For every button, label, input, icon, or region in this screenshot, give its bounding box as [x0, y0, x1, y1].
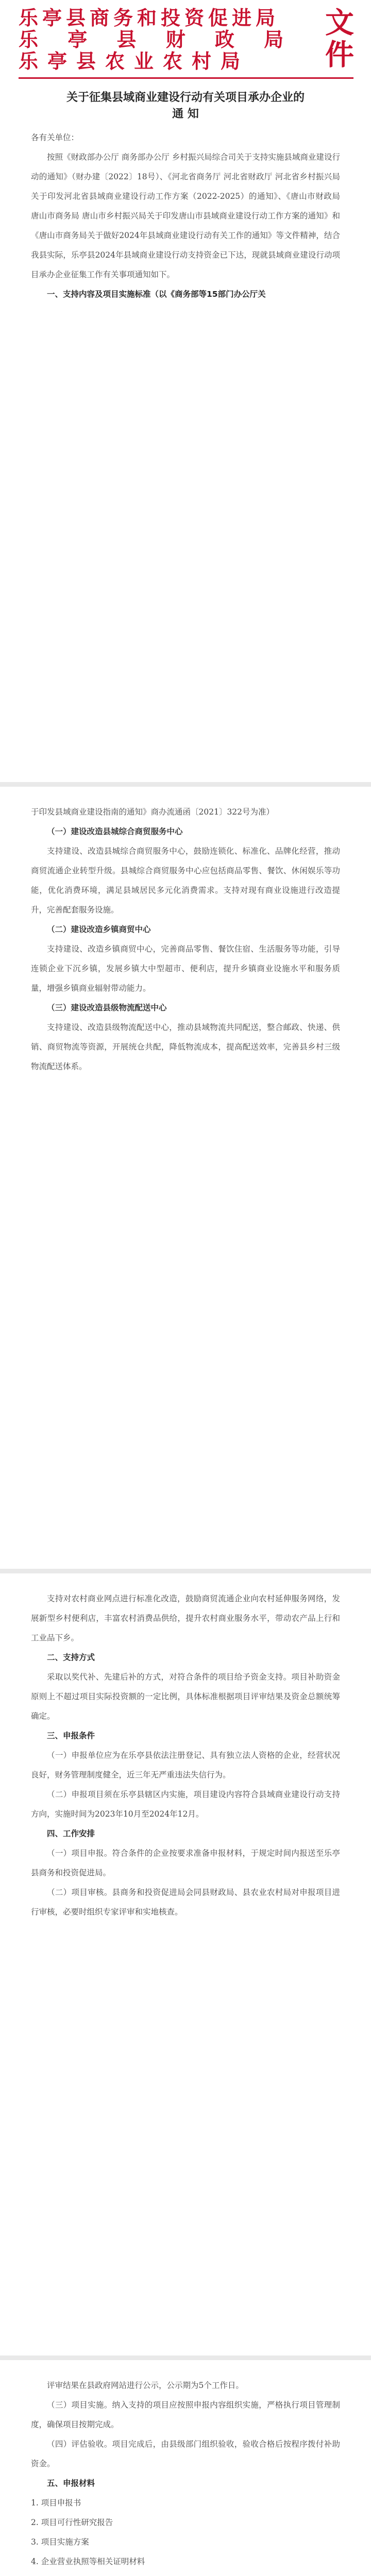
page1-paragraph: 按照《财政部办公厅 商务部办公厅 乡村振兴局综合司关于支持实施县域商业建设行动的通知》（财办建〔2022〕18号）、《河北省商务厅 河北省财政厅 河北省乡村振兴局关于印发河北省县域商业建设行动工作方案（2022-2025）的通知》、《唐山市财政局 唐山市商务局 唐山市乡村振兴局关于印发唐山市县域商业建设行动工作方案的通知》和《唐山市商务局关于做好2024年县域商业建设行动有关工作的通知》等文件精神，结合我县实际，乐亭县2024年县域商业建设行动支持资金已下达，现就县域商业建设行动项目承办企业征集工作有关事项通知如下。 [31, 152, 340, 279]
page3-paragraph: （一）项目申报。符合条件的企业按要求准备申报材料，于规定时间内报送至乐亭县商务和投资促进局。 [31, 1849, 340, 1877]
page2-paragraph: 支持建设、改造县城综合商贸服务中心，鼓励连锁化、标准化、品牌化经营，推动商贸流通企业转型升级。县城综合商贸服务中心应包括商品零售、餐饮、休闲娱乐等功能，优化消费环境，满足县域居民多元化消费需求。支持对现有商业设施进行改造提升，完善配套服务设施。 [31, 846, 340, 914]
page4-paragraph: 1. 项目申报书 [31, 2498, 81, 2507]
page2-paragraph: 于印发县域商业建设指南的通知》商办流通函〔2021〕322号为准） [31, 807, 275, 817]
page1-paragraph: 各有关单位： [31, 133, 79, 142]
page4-paragraph: 4. 企业营业执照等相关证明材料 [31, 2557, 145, 2566]
page2-paragraph: （二）建设改造乡镇商贸中心 [47, 924, 151, 934]
red-header [19, 7, 353, 71]
page4-paragraph [31, 2571, 340, 2576]
page3-paragraph: 采取以奖代补、先建后补的方式，对符合条件的项目给予资金支持。项目补助资金原则上不超过项目实际投资额的一定比例，具体标准根据项目评审结果及资金总额统筹确定。 [31, 1672, 340, 1721]
page3-paragraph: （二）申报项目须在乐亭县辖区内实施，项目建设内容符合县域商业建设行动支持方向，实施时间为2023年10月至2024年12月。 [31, 1790, 340, 1819]
page2-paragraph: 支持建设、改造乡镇商贸中心，完善商品零售、餐饮住宿、生活服务等功能，引导连锁企业下沉乡镇，发展乡镇大中型超市、便利店，提升乡镇商业设施水平和服务质量，增强乡镇商业辐射带动能力。 [31, 944, 340, 993]
page-3-body [31, 1589, 340, 1922]
page2-paragraph: （三）建设改造县级物流配送中心 [47, 1003, 167, 1012]
doc-title-line-1: 关于征集县域商业建设行动有关项目承办企业的 [66, 91, 305, 104]
page3-paragraph: 二、支持方式 [47, 1653, 95, 1662]
document-page-3 [0, 1573, 371, 2355]
document-page-2 [0, 787, 371, 1569]
page3-paragraph: 支持对农村商业网点进行标准化改造，鼓励商贸流通企业向农村延伸服务网络，发展新型乡村便利店，丰富农村消费品供给，提升农村商业服务水平，带动农产品上行和工业品下乡。 [31, 1594, 340, 1642]
page4-paragraph: 五、申报材料 [47, 2479, 95, 2488]
doc-title-line-2: 通 知 [172, 108, 199, 121]
page3-paragraph: 三、申报条件 [47, 1731, 95, 1740]
page3-paragraph: 四、工作安排 [47, 1829, 95, 1838]
header-line-3: 乐亭县农业农村局 [19, 49, 250, 73]
page2-paragraph: （一）建设改造县城综合商贸服务中心 [47, 826, 183, 836]
header-wen: 文件 [321, 7, 355, 71]
page2-paragraph: 支持建设、改造县级物流配送中心，推动县域物流共同配送，整合邮政、快递、供销、商贸物流等资源，开展统仓共配，降低物流成本，提高配送效率，完善县乡村三级物流配送体系。 [31, 1023, 340, 1071]
page-2-body [31, 802, 340, 1076]
page3-paragraph: （一）申报单位应为在乐亭县依法注册登记、具有独立法人资格的企业，经营状况良好，财务管理制度健全，近三年无严重违法失信行为。 [31, 1751, 340, 1780]
page-1-body [31, 128, 340, 304]
document-page-1 [0, 0, 371, 782]
page1-paragraph: 一、支持内容及项目实施标准（以《商务部等15部门办公厅关 [47, 290, 266, 299]
page4-paragraph: 评审结果在县政府网站进行公示，公示期为5个工作日。 [47, 2381, 244, 2390]
page4-paragraph: （三）项目实施。纳入支持的项目应按照申报内容组织实施，严格执行项目管理制度，确保项目按期完成。 [31, 2400, 340, 2429]
header-line-2: 乐 亭 县 财 政 局 [19, 28, 295, 51]
page-4-body [31, 2376, 340, 2576]
page3-paragraph: （二）项目审核。县商务和投资促进局会同县财政局、县农业农村局对申报项目进行审核，必要时组织专家评审和实地核查。 [31, 1888, 340, 1917]
page4-paragraph: 3. 项目实施方案 [31, 2537, 89, 2547]
document-page-4 [0, 2360, 371, 2576]
red-rule [19, 77, 353, 79]
page4-paragraph: 2. 项目可行性研究报告 [31, 2518, 113, 2527]
header-line-1: 乐亭县商务和投资促进局 [19, 6, 280, 29]
page4-paragraph: （四）评估验收。项目完成后，由县级部门组织验收，验收合格后按程序拨付补助资金。 [31, 2439, 340, 2468]
